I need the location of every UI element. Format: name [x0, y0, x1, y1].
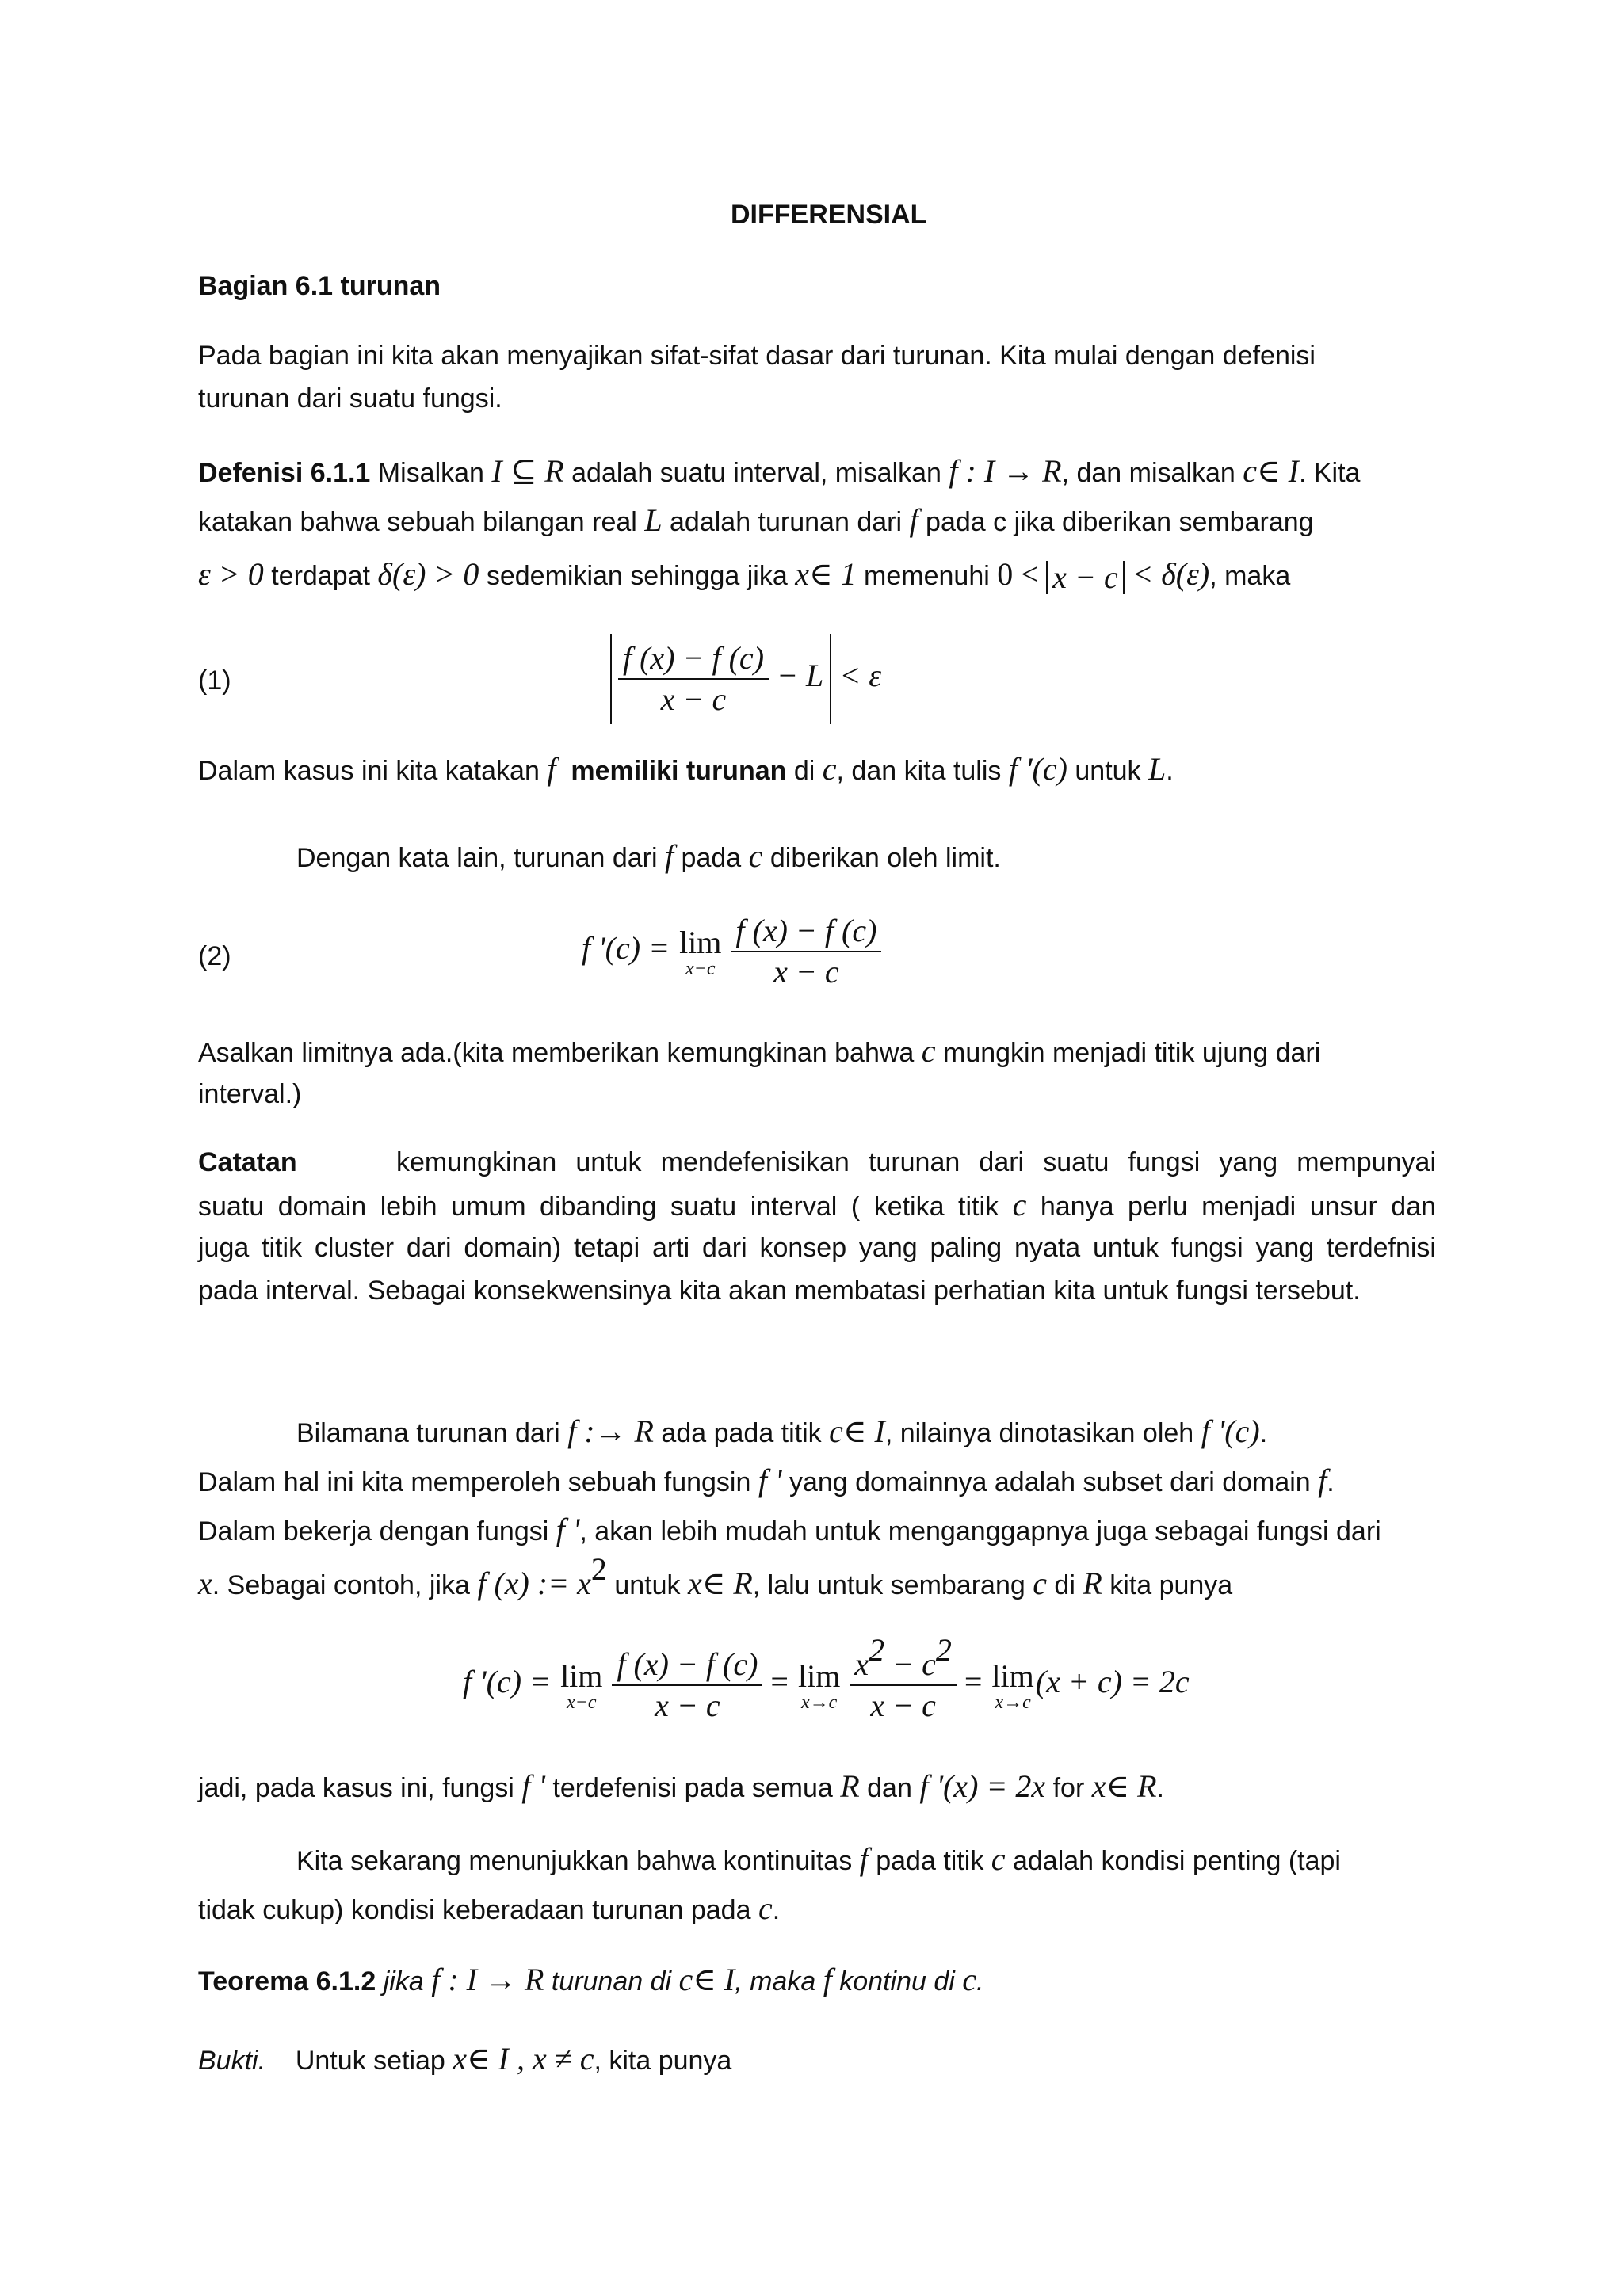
paragraph-asalkan-2: interval.): [198, 1079, 302, 1109]
paragraph-kasus: [198, 753, 1174, 788]
limit: [679, 925, 721, 978]
text: Dalam kasus ini kita katakan: [198, 756, 548, 786]
text: . Sebagai contoh, jika: [212, 1570, 478, 1600]
text: terdefenisi pada semua: [544, 1773, 841, 1803]
text: , lalu untuk sembarang: [752, 1570, 1033, 1600]
numerator: f (x) − f (c): [617, 1646, 758, 1682]
math: f : I → R: [949, 453, 1062, 489]
definition-line-3: [198, 558, 1290, 594]
equals: =: [770, 1664, 789, 1700]
math: f (x) := x: [477, 1566, 591, 1601]
paragraph-bilamana-3: [198, 1513, 1381, 1548]
proof-label: Bukti.: [198, 2046, 266, 2076]
fraction: [612, 1645, 762, 1726]
text: .: [1259, 1418, 1268, 1448]
math: f: [547, 751, 556, 787]
limit: [560, 1659, 602, 1711]
math: < ε: [839, 658, 882, 694]
math: f: [1318, 1463, 1327, 1498]
math: x∈ R: [687, 1566, 753, 1601]
text: tidak cukup) kondisi keberadaan turunan pada: [198, 1895, 758, 1925]
lim-label: lim: [679, 925, 722, 960]
math: f '(c): [1201, 1413, 1260, 1449]
fraction: [731, 911, 881, 992]
text: diberikan oleh limit.: [762, 843, 1001, 873]
superscript: 2: [869, 1632, 885, 1668]
math: c∈ I: [1243, 453, 1299, 489]
equation-number-2: (2): [198, 941, 231, 971]
math: x: [854, 1646, 869, 1682]
denominator: x − c: [731, 951, 881, 992]
text: terdapat: [263, 561, 378, 591]
math: f: [909, 502, 918, 538]
math: c: [822, 751, 837, 787]
definition-line-1: [198, 455, 1360, 490]
superscript: 2: [590, 1551, 607, 1587]
paragraph-kata-lain: [296, 840, 1001, 875]
text: di: [1046, 1570, 1083, 1600]
catatan-line-1: kemungkinan untuk mendefenisikan turunan dari suatu fungsi yang mempunyai: [396, 1147, 1436, 1177]
section-heading: Bagian 6.1 turunan: [198, 271, 441, 301]
paragraph-bilamana-4: [198, 1551, 1233, 1602]
text: di: [786, 756, 823, 786]
math: x∈ R: [1091, 1768, 1157, 1804]
text: turunan di: [544, 1966, 679, 1997]
text: , maka: [735, 1966, 823, 1997]
text: for: [1045, 1773, 1092, 1803]
lim-label: lim: [991, 1658, 1034, 1694]
math: L: [1148, 751, 1167, 787]
theorem: [198, 1963, 983, 1998]
text: kontinu di: [831, 1966, 963, 1997]
fraction: [618, 639, 769, 719]
text: Dengan kata lain, turunan dari: [296, 843, 665, 873]
math: L: [644, 502, 663, 538]
paragraph-jadi: [198, 1770, 1164, 1805]
text: pada: [674, 843, 749, 873]
math: f '(c) =: [582, 930, 670, 967]
text: untuk: [1067, 756, 1149, 786]
proof-line: [198, 2042, 731, 2077]
paragraph-bilamana-2: [198, 1464, 1335, 1499]
text: .: [1327, 1467, 1335, 1497]
fraction: [850, 1632, 957, 1726]
text: .: [1166, 756, 1174, 786]
text: jadi, pada kasus ini, fungsi: [198, 1773, 522, 1803]
lim-subscript: x→c: [995, 1692, 1031, 1713]
text: hanya perlu menjadi unsur dan: [1040, 1192, 1437, 1222]
math: f '(c) =: [463, 1664, 552, 1700]
paragraph-kita-1: [296, 1843, 1341, 1878]
theorem-label: Teorema 6.1.2: [198, 1966, 376, 1997]
text: pada c jika diberikan sembarang: [918, 507, 1314, 537]
math: f ': [521, 1768, 545, 1804]
math: f: [664, 838, 674, 874]
equation-2: [582, 911, 881, 992]
math: c: [1033, 1566, 1047, 1601]
absolute-value: x − c: [1046, 561, 1125, 594]
catatan-line-3: juga titik cluster dari domain) tetapi arti dari konsep yang paling nyata untuk fungsi yang terdefnisi: [198, 1233, 1436, 1263]
text: dan: [859, 1773, 920, 1803]
math: I ⊆ R: [491, 453, 564, 489]
text: kita punya: [1102, 1570, 1233, 1600]
denominator: x − c: [618, 678, 769, 719]
math: f : I → R: [431, 1962, 544, 1997]
math: R: [1083, 1566, 1102, 1601]
equation-number-1: (1): [198, 666, 231, 696]
intro-line-2: turunan dari suatu fungsi.: [198, 383, 502, 414]
math: f ': [556, 1512, 580, 1547]
limit: [798, 1659, 840, 1711]
math: x: [198, 1566, 212, 1601]
text: , kita punya: [594, 2046, 732, 2076]
math: c: [748, 838, 763, 874]
text: , dan misalkan: [1061, 458, 1243, 488]
math: f '(c): [1008, 751, 1067, 787]
math: f ': [758, 1463, 782, 1498]
text: memenuhi: [856, 561, 998, 591]
lim-label: lim: [797, 1658, 841, 1694]
math: f :→ R: [567, 1413, 654, 1449]
equation-3: [463, 1632, 1190, 1726]
denominator: x − c: [850, 1684, 957, 1726]
math: c: [962, 1962, 977, 1997]
lim-subscript: x−c: [566, 1692, 597, 1713]
limit: [991, 1659, 1033, 1711]
text: jika: [376, 1966, 432, 1997]
text: Misalkan: [370, 458, 492, 488]
page-title: DIFFERENSIAL: [731, 200, 927, 230]
definition-line-2: [198, 504, 1314, 539]
math: 0 <: [997, 556, 1039, 592]
math: f: [823, 1962, 832, 1997]
text: , maka: [1209, 561, 1291, 591]
math: (x + c) = 2c: [1035, 1664, 1190, 1700]
numerator: f (x) − f (c): [623, 640, 765, 676]
math: c∈ I: [678, 1962, 735, 1997]
text: , akan lebih mudah untuk menganggapnya juga sebagai fungsi dari: [579, 1516, 1381, 1547]
math: c: [1012, 1187, 1027, 1222]
text: suatu domain lebih umum dibanding suatu interval ( ketika titik: [198, 1192, 999, 1222]
lim-label: lim: [560, 1658, 603, 1694]
paragraph-kita-2: [198, 1892, 780, 1927]
text: Untuk setiap: [295, 2046, 453, 2076]
text: , dan kita tulis: [836, 756, 1009, 786]
text: mungkin menjadi titik ujung dari: [935, 1038, 1321, 1068]
paragraph-asalkan-1: [198, 1035, 1320, 1070]
absolute-value: [610, 634, 831, 724]
text: Dalam hal ini kita memperoleh sebuah fungsin: [198, 1467, 758, 1497]
math: c∈ I: [829, 1413, 885, 1449]
text: adalah suatu interval, misalkan: [563, 458, 949, 488]
text: katakan bahwa sebuah bilangan real: [198, 507, 645, 537]
math: c: [921, 1033, 936, 1069]
text: sedemikian sehingga jika: [479, 561, 796, 591]
text: Kita sekarang menunjukkan bahwa kontinuitas: [296, 1846, 860, 1876]
bold-term: memiliki turunan: [571, 756, 787, 786]
numerator: f (x) − f (c): [735, 913, 877, 948]
text: . Kita: [1298, 458, 1361, 488]
math: < δ(ε): [1132, 556, 1210, 592]
math: − L: [777, 658, 824, 694]
catatan-line-2: [198, 1188, 1436, 1223]
text: adalah turunan dari: [662, 507, 910, 537]
superscript: 2: [935, 1632, 952, 1668]
math: ε > 0: [198, 556, 264, 592]
numerator: [850, 1632, 957, 1684]
equation-1: [610, 634, 881, 724]
math: c: [758, 1890, 773, 1926]
text: ada pada titik: [653, 1418, 830, 1448]
catatan-label: Catatan: [198, 1147, 297, 1177]
denominator: x − c: [612, 1684, 762, 1726]
text: , nilainya dinotasikan oleh: [884, 1418, 1201, 1448]
math: c: [991, 1841, 1006, 1877]
equals: =: [964, 1664, 983, 1700]
text: .: [1156, 1773, 1164, 1803]
text: Dalam bekerja dengan fungsi: [198, 1516, 556, 1547]
math: f '(x) = 2x: [919, 1768, 1046, 1804]
catatan-line-4: pada interval. Sebagai konsekwensinya kita akan membatasi perhatian kita untuk fungsi tersebut.: [198, 1276, 1361, 1306]
text: adalah kondisi penting (tapi: [1005, 1846, 1341, 1876]
text: Asalkan limitnya ada.(kita memberikan kemungkinan bahwa: [198, 1038, 922, 1068]
intro-line-1: Pada bagian ini kita akan menyajikan sifat-sifat dasar dari turunan. Kita mulai dengan defenisi: [198, 341, 1316, 371]
lim-subscript: x→c: [801, 1692, 838, 1713]
definition-label: Defenisi 6.1.1: [198, 458, 371, 488]
paragraph-bilamana-1: [296, 1415, 1267, 1450]
text: yang domainnya adalah subset dari domain: [781, 1467, 1319, 1497]
text: .: [976, 1966, 984, 1997]
math: − c: [884, 1646, 936, 1682]
math: x∈ I , x ≠ c: [453, 2041, 594, 2077]
text: .: [772, 1895, 781, 1925]
text: untuk: [606, 1570, 688, 1600]
math: δ(ε) > 0: [377, 556, 479, 592]
math: R: [840, 1768, 860, 1804]
math: x∈ 1: [795, 556, 857, 592]
text: Bilamana turunan dari: [296, 1418, 568, 1448]
math: f: [859, 1841, 869, 1877]
lim-subscript: x−c: [685, 959, 716, 979]
text: pada titik: [868, 1846, 991, 1876]
